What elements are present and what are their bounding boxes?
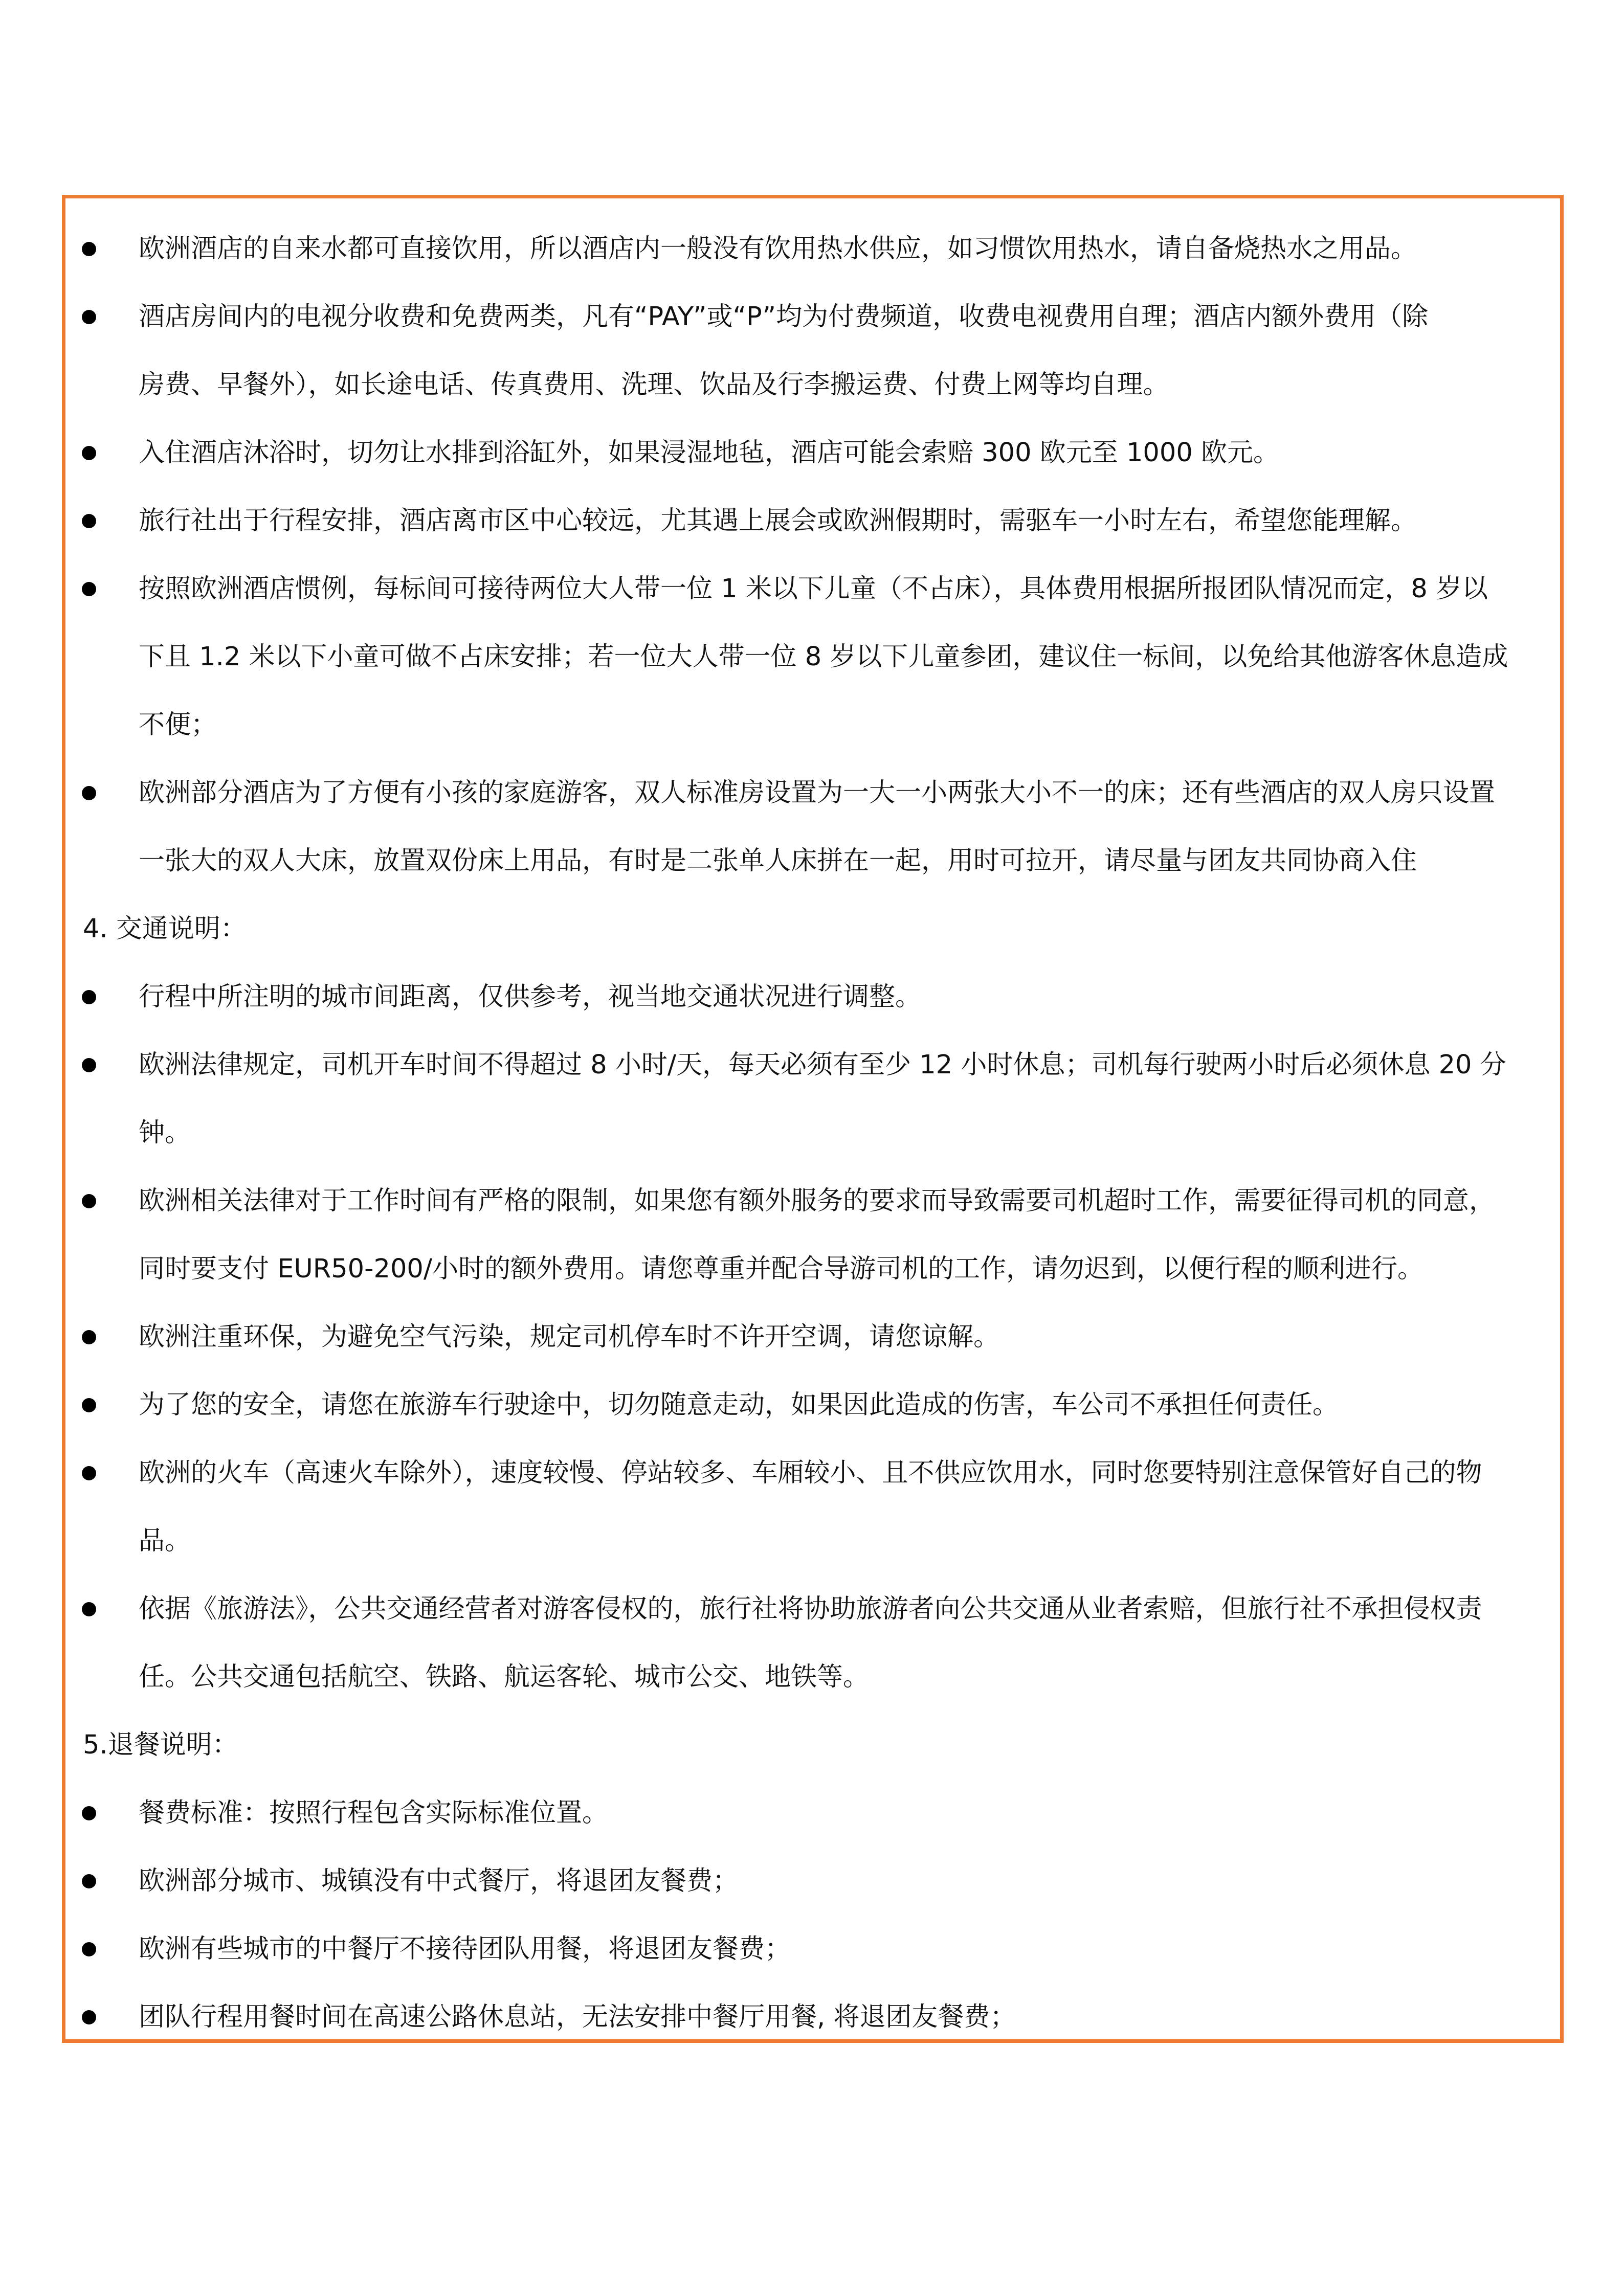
list-item-line: 欧洲的火车（高速火车除外），速度较慢、停站较多、车厢较小、且不供应饮用水，同时您要特别注意保管好自己的物 xyxy=(139,1458,1482,1488)
bullet-icon xyxy=(82,1466,96,1480)
list-item-line: 房费、早餐外），如长途电话、传真费用、洗理、饮品及行李搬运费、付费上网等均自理。 xyxy=(139,370,1169,400)
bullet-icon xyxy=(82,310,96,324)
list-item-line: 欧洲酒店的自来水都可直接饮用，所以酒店内一般没有饮用热水供应，如习惯饮用热水，请自备烧热水之用品。 xyxy=(139,234,1417,264)
list-item-line: 入住酒店沐浴时，切勿让水排到浴缸外，如果浸湿地毡，酒店可能会索赔 300 欧元至 1000 欧元。 xyxy=(139,438,1279,468)
section-heading-meals: 5.退餐说明： xyxy=(83,1730,238,1760)
bullet-icon xyxy=(82,786,96,800)
list-item-line: 餐费标准：按照行程包含实际标准位置。 xyxy=(139,1798,609,1828)
list-item-line: 欧洲部分城市、城镇没有中式餐厅，将退团友餐费； xyxy=(139,1866,739,1896)
bullet-icon xyxy=(82,1330,96,1344)
list-item-line: 行程中所注明的城市间距离，仅供参考，视当地交通状况进行调整。 xyxy=(139,982,922,1012)
list-item-line: 酒店房间内的电视分收费和免费两类，凡有“PAY”或“P”均为付费频道，收费电视费用自理；酒店内额外费用（除 xyxy=(139,302,1429,332)
list-item-line: 一张大的双人大床，放置双份床上用品，有时是二张单人床拼在一起，用时可拉开，请尽量与团友共同协商入住 xyxy=(139,846,1417,876)
bullet-icon xyxy=(82,1806,96,1820)
list-item-line: 欧洲有些城市的中餐厅不接待团队用餐，将退团友餐费； xyxy=(139,1934,791,1964)
list-item-line: 钟。 xyxy=(139,1118,191,1148)
list-item-line: 欧洲注重环保，为避免空气污染，规定司机停车时不许开空调，请您谅解。 xyxy=(139,1322,1000,1352)
bullet-icon xyxy=(82,1058,96,1072)
bullet-icon xyxy=(82,1874,96,1888)
list-item-line: 欧洲相关法律对于工作时间有严格的限制，如果您有额外服务的要求而导致需要司机超时工作，需要征得司机的同意， xyxy=(139,1186,1496,1216)
list-item-line: 欧洲部分酒店为了方便有小孩的家庭游客，双人标准房设置为一大一小两张大小不一的床；还有些酒店的双人房只设置 xyxy=(139,778,1496,808)
list-item-line: 下且 1.2 米以下小童可做不占床安排；若一位大人带一位 8 岁以下儿童参团，建议住一标间，以免给其他游客休息造成 xyxy=(139,642,1508,672)
list-item-line: 任。公共交通包括航空、铁路、航运客轮、城市公交、地铁等。 xyxy=(139,1662,870,1692)
bullet-icon xyxy=(82,514,96,528)
bullet-icon xyxy=(82,2010,96,2024)
notice-box xyxy=(62,195,1564,2043)
list-item-line: 同时要支付 EUR50-200/小时的额外费用。请您尊重并配合导游司机的工作，请勿迟到，以便行程的顺利进行。 xyxy=(139,1254,1424,1284)
list-item-line: 为了您的安全，请您在旅游车行驶途中，切勿随意走动，如果因此造成的伤害，车公司不承担任何责任。 xyxy=(139,1390,1339,1420)
list-item-line: 按照欧洲酒店惯例，每标间可接待两位大人带一位 1 米以下儿童（不占床），具体费用根据所报团队情况而定，8 岁以 xyxy=(139,574,1488,604)
list-item-line: 依据《旅游法》，公共交通经营者对游客侵权的，旅行社将协助旅游者向公共交通从业者索赔，但旅行社不承担侵权责 xyxy=(139,1594,1482,1624)
list-item-line: 不便； xyxy=(139,710,217,740)
bullet-icon xyxy=(82,1602,96,1616)
list-item-line: 品。 xyxy=(139,1526,191,1556)
list-item-line: 团队行程用餐时间在高速公路休息站，无法安排中餐厅用餐, 将退团友餐费； xyxy=(139,2002,1016,2032)
list-item-line: 欧洲法律规定，司机开车时间不得超过 8 小时/天，每天必须有至少 12 小时休息；司机每行驶两小时后必须休息 20 分 xyxy=(139,1050,1506,1080)
section-heading-transport: 4. 交通说明： xyxy=(83,914,247,944)
list-item-line: 旅行社出于行程安排，酒店离市区中心较远，尤其遇上展会或欧洲假期时，需驱车一小时左右，希望您能理解。 xyxy=(139,506,1417,536)
bullet-icon xyxy=(82,990,96,1004)
bullet-icon xyxy=(82,1942,96,1956)
bullet-icon xyxy=(82,446,96,460)
bullet-icon xyxy=(82,582,96,596)
bullet-icon xyxy=(82,1398,96,1412)
bullet-icon xyxy=(82,1194,96,1208)
bullet-icon xyxy=(82,242,96,256)
